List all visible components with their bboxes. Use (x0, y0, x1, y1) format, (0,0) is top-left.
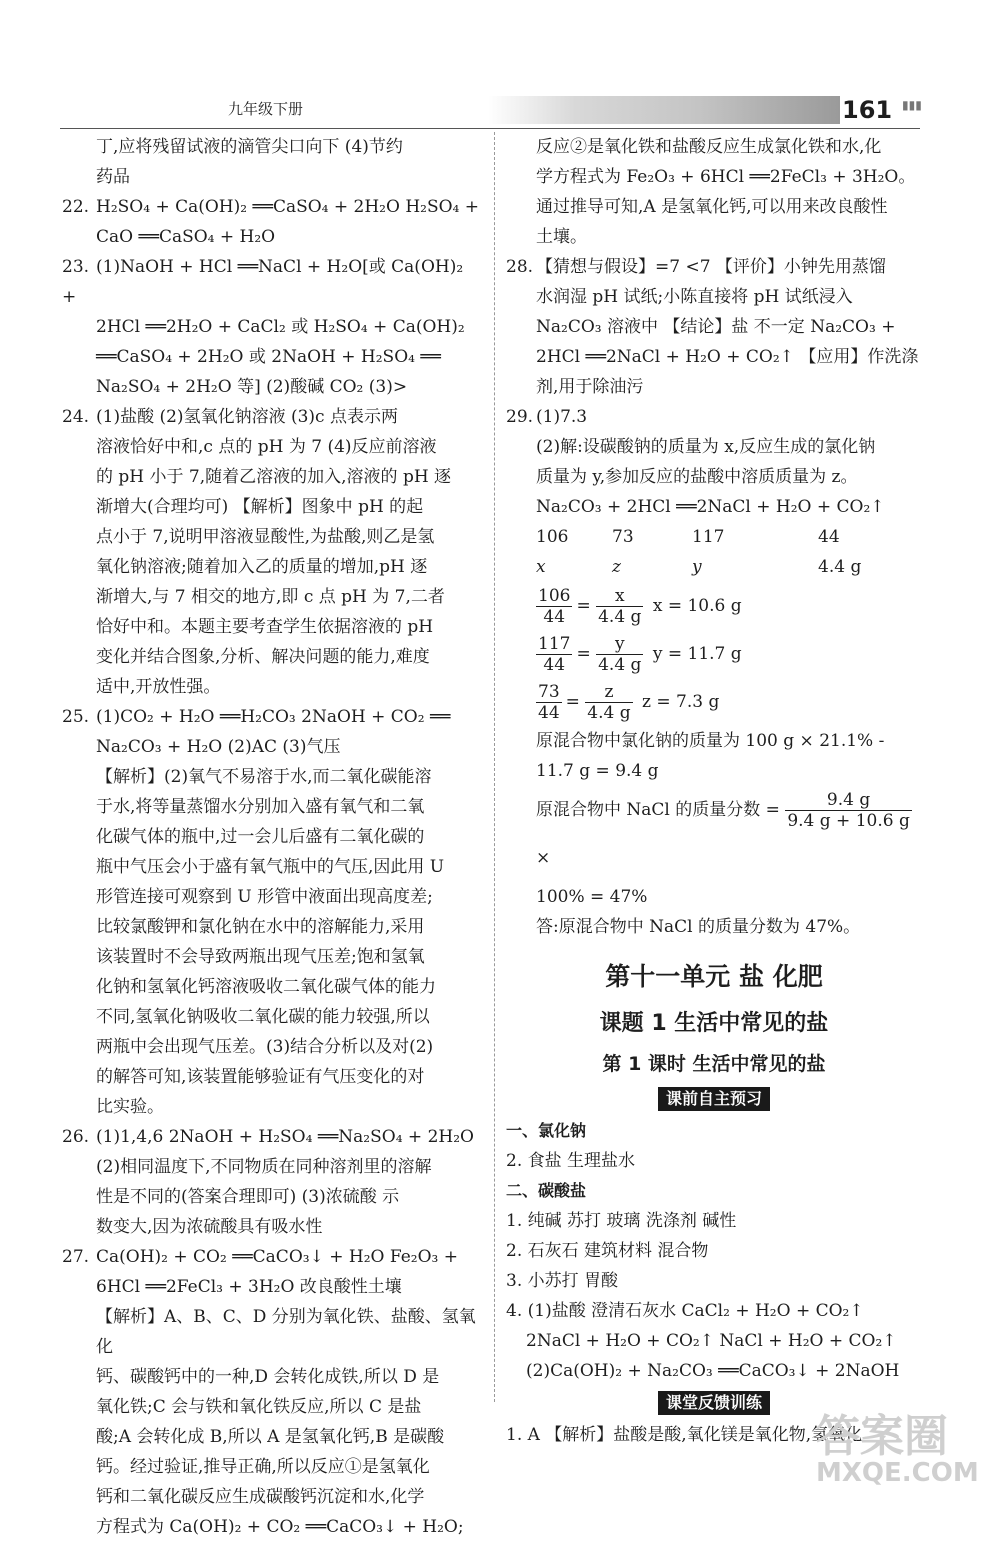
text-line: 化碳气体的瓶中,过一会儿后盛有二氧化碳的 (96, 827, 425, 847)
question-number: 24. (62, 407, 90, 427)
text-line: 比实验。 (96, 1097, 164, 1117)
text-line: 2NaCl + H₂O + CO₂↑ NaCl + H₂O + CO₂↑ (526, 1331, 897, 1351)
mass-value: 117 (692, 527, 725, 547)
text-line: 渐增大(合理均可) 【解析】图象中 pH 的起 (96, 497, 424, 517)
answer-line: 答:原混合物中 NaCl 的质量分数为 47%。 (536, 917, 861, 937)
text-line: 丁,应将残留试液的滴管尖口向下 (4)节约 (96, 137, 403, 157)
fraction (536, 682, 562, 723)
text-line: 瓶中气压会小于盛有氧气瓶中的气压,因此用 U (96, 857, 445, 877)
text-line: 比较氯酸钾和氯化钠在水中的溶解能力,采用 (96, 917, 425, 937)
answer-25 (62, 702, 480, 1122)
question-number: 26. (62, 1127, 90, 1147)
text-line: 学方程式为 Fe₂O₃ + 6HCl ══2FeCl₃ + 3H₂O。 (536, 167, 916, 187)
result: z = 7.3 g (642, 692, 720, 712)
numerator: 9.4 g (785, 790, 912, 811)
lesson-title: 课题 1 生活中常见的盐 (599, 1011, 829, 1036)
text-line: 2HCl ══2H₂O + CaCl₂ 或 H₂SO₄ + Ca(OH)₂ (96, 317, 465, 337)
text-line: (1)7.3 (536, 407, 588, 427)
mass-fraction-line (506, 786, 922, 882)
molar-mass-row (506, 522, 922, 552)
text-line: (1)盐酸 (2)氢氧化钠溶液 (3)c 点表示两 (96, 407, 398, 427)
answer-28 (506, 252, 922, 402)
text-line: 变化并结合图象,分析、解决问题的能力,难度 (96, 647, 430, 667)
answer-22 (62, 192, 480, 252)
section-banner: 课堂反馈训练 (658, 1391, 770, 1415)
mass-value: 44 (818, 527, 840, 547)
text-line: 的 pH 小于 7,随着乙溶液的加入,溶液的 pH 逐 (96, 467, 452, 487)
result: y = 11.7 g (652, 644, 742, 664)
ratio-x: $\frac{106}{44}$ = $\frac{x}{4.4 g}$ x = 10.6 g (538, 586, 742, 627)
header-bars: ▮▮▮ (902, 98, 922, 112)
text-line: 【解析】A、B、C、D 分别为氧化铁、盐酸、氢氧化 (96, 1307, 476, 1357)
denominator: 44 (543, 607, 566, 627)
text-line: 点小于 7,说明甲溶液显酸性,为盐酸,则乙是氢 (96, 527, 435, 547)
variable: y (692, 557, 702, 577)
text-line: (1)1,4,6 2NaOH + H₂SO₄ ══Na₂SO₄ + 2H₂O (96, 1127, 474, 1147)
text-line: 形管连接可观察到 U 形管中液面出现高度差; (96, 887, 433, 907)
text-line: 两瓶中会出现气压差。(3)结合分析以及对(2) (96, 1037, 434, 1057)
text-line: Na₂SO₄ + 2H₂O 等] (2)酸碱 CO₂ (3)> (96, 377, 408, 397)
fraction (596, 586, 643, 627)
numerator: 106 (538, 586, 571, 606)
text: × (536, 848, 551, 868)
text-line: 化钠和氢氧化钙溶液吸收二氧化碳气体的能力 (96, 977, 436, 997)
ratio-z: $\frac{73}{44}$ = $\frac{z}{4.4 g}$ z = 7.3 g (538, 682, 720, 723)
text-line: 6HCl ══2FeCl₃ + 3H₂O 改良酸性土壤 (96, 1277, 402, 1297)
answer-29 (506, 402, 922, 942)
text-line: 2. 石灰石 建筑材料 混合物 (506, 1241, 709, 1261)
page-number: 161 (842, 96, 893, 124)
text-line: (1)NaOH + HCl ══NaCl + H₂O[或 Ca(OH)₂ + (62, 257, 464, 307)
header-band (488, 96, 840, 124)
text-line: 氧化铁;C 会与铁和氧化铁反应,所以 C 是盐 (96, 1397, 422, 1417)
text-line: 100% = 47% (536, 887, 648, 907)
numerator: z (585, 682, 632, 703)
text-line: Na₂CO₃ 溶液中 【结论】盐 不一定 Na₂CO₃ + (536, 317, 896, 337)
watermark-url: MXQE.COM (816, 1458, 979, 1488)
text-line: 该装置时不会导致两瓶出现气压差;饱和氢氧 (96, 947, 425, 967)
text-line: 的解答可知,该装置能够验证有气压变化的对 (96, 1067, 425, 1087)
watermark-logo: 答案圈 (816, 1411, 948, 1462)
variable: 4.4 g (818, 557, 862, 577)
text-line: 溶液恰好中和,c 点的 pH 为 7 (4)反应前溶液 (96, 437, 437, 457)
text-line: 数变大,因为浓硫酸具有吸水性 (96, 1217, 323, 1237)
text-line: 1. 纯碱 苏打 玻璃 洗涤剂 碱性 (506, 1211, 737, 1231)
section-heading: 二、碳酸盐 (506, 1181, 587, 1200)
text-line: 药品 (96, 167, 130, 187)
text-line: ══CaSO₄ + 2H₂O 或 2NaOH + H₂SO₄ ══ (96, 347, 441, 367)
right-column (506, 132, 922, 1450)
denominator: 4.4 g (598, 607, 642, 627)
text-line: 钙。经过验证,推导正确,所以反应①是氢氧化 (96, 1457, 430, 1477)
answer-26 (62, 1122, 480, 1242)
text-line: 水润湿 pH 试纸;小陈直接将 pH 试纸浸入 (536, 287, 853, 307)
text-line: (1)CO₂ + H₂O ══H₂CO₃ 2NaOH + CO₂ ══ (96, 707, 451, 727)
mass-value: 106 (536, 527, 569, 547)
text-line: (2)相同温度下,不同物质在同种溶剂里的溶解 (96, 1157, 432, 1177)
book-title: 九年级下册 (228, 100, 304, 118)
variable-row (506, 552, 922, 582)
text-line: 酸;A 会转化成 B,所以 A 是氢氧化钙,B 是碳酸 (96, 1427, 445, 1447)
text-line: 钙和二氧化碳反应生成碳酸钙沉淀和水,化学 (96, 1487, 425, 1507)
text-line: 质量为 y,参加反应的盐酸中溶质质量为 z。 (536, 467, 858, 487)
mass-value: 73 (612, 527, 634, 547)
question-number: 22. (62, 197, 90, 217)
text-line: (2)解:设碳酸钠的质量为 x,反应生成的氯化钠 (536, 437, 876, 457)
text-line: 反应②是氧化铁和盐酸反应生成氯化铁和水,化 (536, 137, 882, 157)
answer-27 (62, 1242, 480, 1542)
text-line: Na₂CO₃ + H₂O (2)AC (3)气压 (96, 737, 341, 757)
header-rule (60, 128, 920, 129)
period-title: 第 1 课时 生活中常见的盐 (602, 1053, 826, 1075)
banner-wrap (506, 1086, 922, 1112)
section-banner: 课前自主预习 (658, 1087, 770, 1111)
numerator: x (596, 586, 643, 607)
text-line: Ca(OH)₂ + CO₂ ══CaCO₃↓ + H₂O Fe₂O₃ + (96, 1247, 458, 1267)
answer-23 (62, 252, 480, 402)
variable: x (536, 557, 546, 577)
text-line: CaO ══CaSO₄ + H₂O (96, 227, 276, 247)
question-number: 23. (62, 257, 90, 277)
text-line: 渐增大,与 7 相交的地方,即 c 点 pH 为 7,二者 (96, 587, 445, 607)
text-line: 2. 食盐 生理盐水 (506, 1151, 636, 1171)
question-number: 28. (506, 257, 534, 277)
text-line: 性是不同的(答案合理即可) (3)浓硫酸 示 (96, 1187, 400, 1207)
unit-title: 第十一单元 盐 化肥 (605, 962, 823, 991)
text-line: 通过推导可知,A 是氢氧化钙,可以用来改良酸性 (536, 197, 888, 217)
result: x = 10.6 g (652, 596, 742, 616)
text-line: 不同,氢氧化钠吸收二氧化碳的能力较强,所以 (96, 1007, 430, 1027)
variable: z (612, 557, 621, 577)
question-number: 25. (62, 707, 90, 727)
denominator: 44 (543, 655, 566, 675)
text-line: (2)Ca(OH)₂ + Na₂CO₃ ══CaCO₃↓ + 2NaOH (526, 1361, 900, 1381)
chemical-equation: Na₂CO₃ + 2HCl ══2NaCl + H₂O + CO₂↑ (536, 497, 885, 517)
numerator: 117 (538, 634, 571, 654)
text-line: 方程式为 Ca(OH)₂ + CO₂ ══CaCO₃↓ + H₂O; (96, 1517, 464, 1537)
text-line: 钙、碳酸钙中的一种,D 会转化成铁,所以 D 是 (96, 1367, 440, 1387)
fraction (536, 634, 572, 675)
denominator: 4.4 g (598, 655, 642, 675)
text-line: 适中,开放性强。 (96, 677, 221, 697)
denominator: 44 (538, 703, 560, 723)
numerator: y (596, 634, 643, 655)
text-line: 3. 小苏打 胃酸 (506, 1271, 619, 1291)
denominator: 4.4 g (587, 703, 631, 723)
text-line: 剂,用于除油污 (536, 377, 644, 397)
text-line: 11.7 g = 9.4 g (536, 761, 659, 781)
fraction (785, 790, 912, 831)
ratio-y: $\frac{117}{44}$ = $\frac{y}{4.4 g}$ y = 11.7 g (538, 634, 742, 675)
text-line: 氧化钠溶液;随着加入乙的质量的增加,pH 逐 (96, 557, 428, 577)
text-line: H₂SO₄ + Ca(OH)₂ ══CaSO₄ + 2H₂O H₂SO₄ + (96, 197, 480, 217)
text-line: 于水,将等量蒸馏水分别加入盛有氧气和二氧 (96, 797, 425, 817)
text-line: 原混合物中氯化钠的质量为 100 g × 21.1% - (536, 731, 885, 751)
text-line: 【解析】(2)氧气不易溶于水,而二氧化碳能溶 (96, 767, 432, 787)
numerator: 73 (538, 682, 560, 702)
text: 原混合物中 NaCl 的质量分数 = (536, 800, 780, 820)
text-line: 4. (1)盐酸 澄清石灰水 CaCl₂ + H₂O + CO₂↑ (506, 1301, 864, 1321)
text-line: 2HCl ══2NaCl + H₂O + CO₂↑ 【应用】作洗涤 (536, 347, 919, 367)
text-line: 恰好中和。本题主要考查学生依据溶液的 pH (96, 617, 434, 637)
denominator: 9.4 g + 10.6 g (787, 811, 910, 831)
fraction (585, 682, 632, 723)
text-line: 【猜想与假设】=7 <7 【评价】小钟先用蒸馏 (536, 257, 886, 277)
answer-24 (62, 402, 480, 702)
question-number: 29. (506, 407, 534, 427)
question-number: 27. (62, 1247, 90, 1267)
column-divider (494, 132, 495, 1402)
left-column (62, 132, 480, 1542)
section-heading: 一、氯化钠 (506, 1121, 587, 1140)
fraction (536, 586, 572, 627)
text-line: 土壤。 (536, 227, 587, 247)
fraction (596, 634, 643, 675)
text-line: 1. A 【解析】盐酸是酸,氧化镁是氧化物,氢氧化 (506, 1425, 863, 1445)
